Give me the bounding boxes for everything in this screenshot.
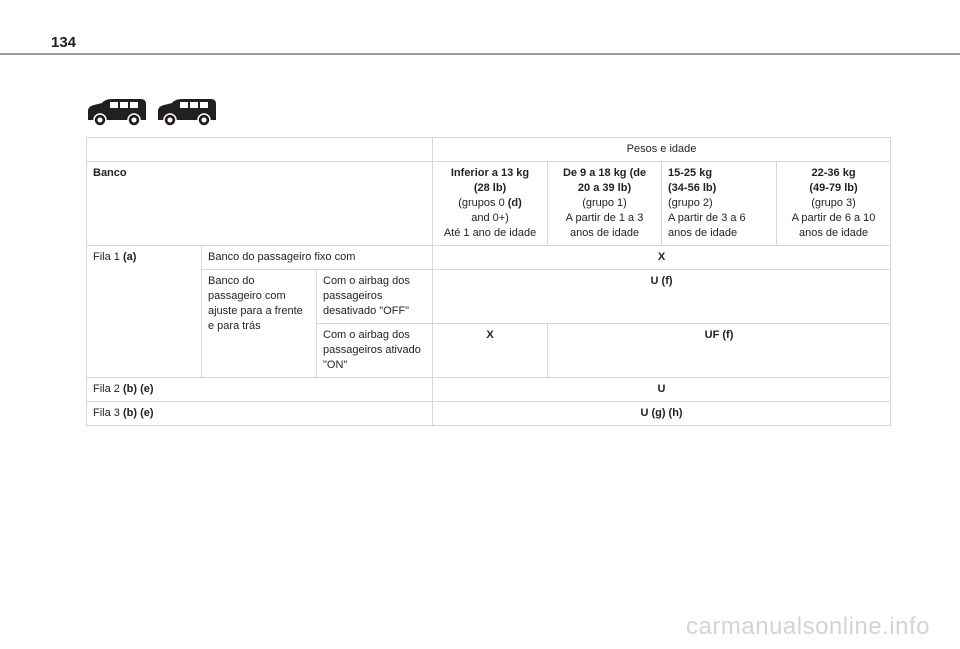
header-divider [0,53,960,55]
group-2-age: A partir de 3 a 6 [668,212,746,224]
row-1-label: Fila 1 (a) [87,246,202,378]
fixed-seat-label: Banco do passageiro fixo com [202,246,433,270]
table-groups-row [87,162,891,246]
airbag-off-value: U (f) [433,270,891,324]
watermark: carmanualsonline.info [686,613,930,640]
group-0-label: (grupos 0 (d) [458,197,522,209]
group-2-label: (grupo 2) [668,197,713,209]
group-1-weight-lb: 20 a 39 lb) [577,182,632,194]
van-icon [88,99,146,126]
group-1-cell [548,162,662,246]
group-2-age-2: anos de idade [668,227,738,239]
group-2-weight: 15-25 kg [668,167,713,179]
airbag-off-label: Com o airbag dos passageiros desativado "OFF" [317,270,433,324]
group-3-age: A partir de 6 a 10 [791,212,876,224]
group-3-weight-lb: (49-79 lb) [809,182,858,194]
airbag-on-value-groups-1-3: UF (f) [548,324,891,378]
van-icon [158,99,216,126]
group-3-weight: 22-36 kg [811,167,856,179]
table-header-row [87,138,891,162]
adjustable-seat-label: Banco do passageiro com ajuste para a frente e para trás [202,270,317,378]
fixed-seat-value: X [433,246,891,270]
group-3-age-2: anos de idade [798,227,869,239]
airbag-on-value-group-0: X [433,324,548,378]
table-row [87,378,891,402]
group-0-label-extra: and 0+) [471,212,509,224]
group-1-age: A partir de 1 a 3 [565,212,644,224]
group-1-age-2: anos de idade [569,227,640,239]
group-0-age: Até 1 ano de idade [443,227,537,239]
group-1-label: (grupo 1) [582,197,627,209]
group-0-cell [433,162,548,246]
blank-header-cell [87,138,433,162]
seat-header: Banco [87,162,433,246]
row-3-value: U (g) (h) [433,402,891,426]
group-3-cell [777,162,891,246]
row-3-label: Fila 3 (b) (e) [87,402,433,426]
group-2-cell [662,162,777,246]
table-row [87,402,891,426]
airbag-on-label: Com o airbag dos passageiros ativado "ON" [317,324,433,378]
group-0-weight-lb: (28 lb) [473,182,507,194]
group-0-weight: Inferior a 13 kg [450,167,530,179]
row-2-label: Fila 2 (b) (e) [87,378,433,402]
group-2-weight-lb: (34-56 lb) [668,182,717,194]
weights-header: Pesos e idade [433,138,891,162]
child-seat-table [86,137,891,426]
group-1-weight: De 9 a 18 kg (de [562,167,647,179]
row-2-value: U [433,378,891,402]
group-3-label: (grupo 3) [811,197,856,209]
table-row [87,270,891,324]
vehicle-icons [86,98,216,128]
table-row [87,246,891,270]
page-number: 134 [51,34,77,51]
